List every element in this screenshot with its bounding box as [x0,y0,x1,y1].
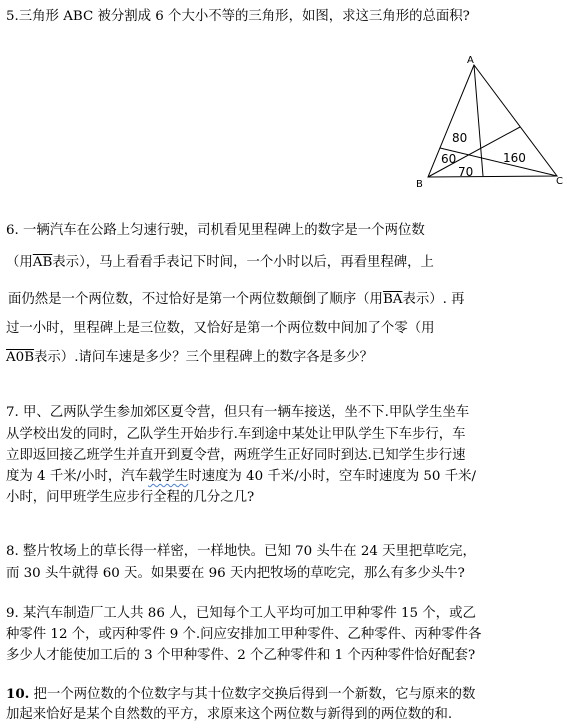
cevian-a [474,65,483,176]
q6-line-3: 面仍然是一个两位数，不过恰好是第一个两位数颠倒了顺序（用$\overline{BA}$表示）. 再 [8,292,465,307]
area-70-label: 70 [458,165,474,179]
q8-line-2: 而 30 头牛就得 60 天。如果要在 96 天内把牧场的草吃完，那么有多少头牛? [6,566,465,581]
q10-number: 10. [6,686,30,702]
overline-ab: $\overline{AB}$ [32,255,53,270]
overline-a0b: A0B [6,350,35,365]
q8-line-1: 8. 整片牧场上的草长得一样密，一样地快。已知 70 头牛在 24 天里把草吃完， [6,544,476,559]
q6-line-5: A0B表示）.请问车速是多少？三个里程碑上的数字各是多少？ [6,350,374,365]
area-60-label: 60 [441,152,457,166]
area-160-label: 160 [503,151,526,165]
q9-line-2: 种零件 12 个，或丙种零件 9 个.问应安排加工甲种零件、乙种零件、丙种零件各 [6,627,482,642]
q7-line-5: 小时，问甲班学生应步行全程的几分之几? [6,490,255,505]
spellcheck-underline: 载学生 [148,469,189,484]
q10-line-1: 10. 把一个两位数的个位数字与其十位数字交换后得到一个新数，它与原来的数 [6,686,476,702]
overline-ba: $\overline{BA}$ [382,292,403,307]
q10-line-2: 加起来恰好是某个自然数的平方，求原来这个两位数与新得到的两位数的和. [6,707,453,722]
q7-line-2: 从学校出发的同时，乙队学生开始步行.车到途中某处让甲队学生下车步行，车 [6,427,466,442]
q7-line-1: 7. 甲、乙两队学生参加郊区夏令营，但只有一辆车接送，坐不下.甲队学生坐车 [6,405,470,420]
q9-line-3: 多少人才能使加工后的 3 个甲种零件、2 个乙种零件和 1 个丙种零件恰好配套? [6,648,476,663]
q5-text: 5.三角形 ABC 被分割成 6 个大小不等的三角形，如图，求这三角形的总面积? [6,9,470,24]
vertex-a-label: A [467,55,474,66]
q6-line-2: （用$\overline{AB}$表示），马上看看手表记下时间，一个小时以后，再看里程碑，上 [6,255,434,270]
q7-line-4: 度为 4 千米/小时，汽车载学生时速度为 40 千米/小时，空车时速度为 50 千米/ [6,469,477,484]
q9-line-1: 9. 某汽车制造厂工人共 86 人，已知每个工人平均可加工甲种零件 15 个，或乙 [6,606,476,621]
triangle-figure [410,52,567,192]
q6-line-1: 6. 一辆汽车在公路上匀速行驶，司机看见里程碑上的数字是一个两位数 [6,223,425,238]
q6-line-4: 过一小时，里程碑上是三位数，又恰好是第一个两位数中间加了个零（用 [6,321,435,336]
q7-line-3: 立即返回接乙班学生并直开到夏令营，两班学生正好同时到达.已知学生步行速 [6,448,466,463]
area-80-label: 80 [452,131,468,145]
vertex-c-label: C [556,176,563,187]
vertex-b-label: B [416,179,423,190]
